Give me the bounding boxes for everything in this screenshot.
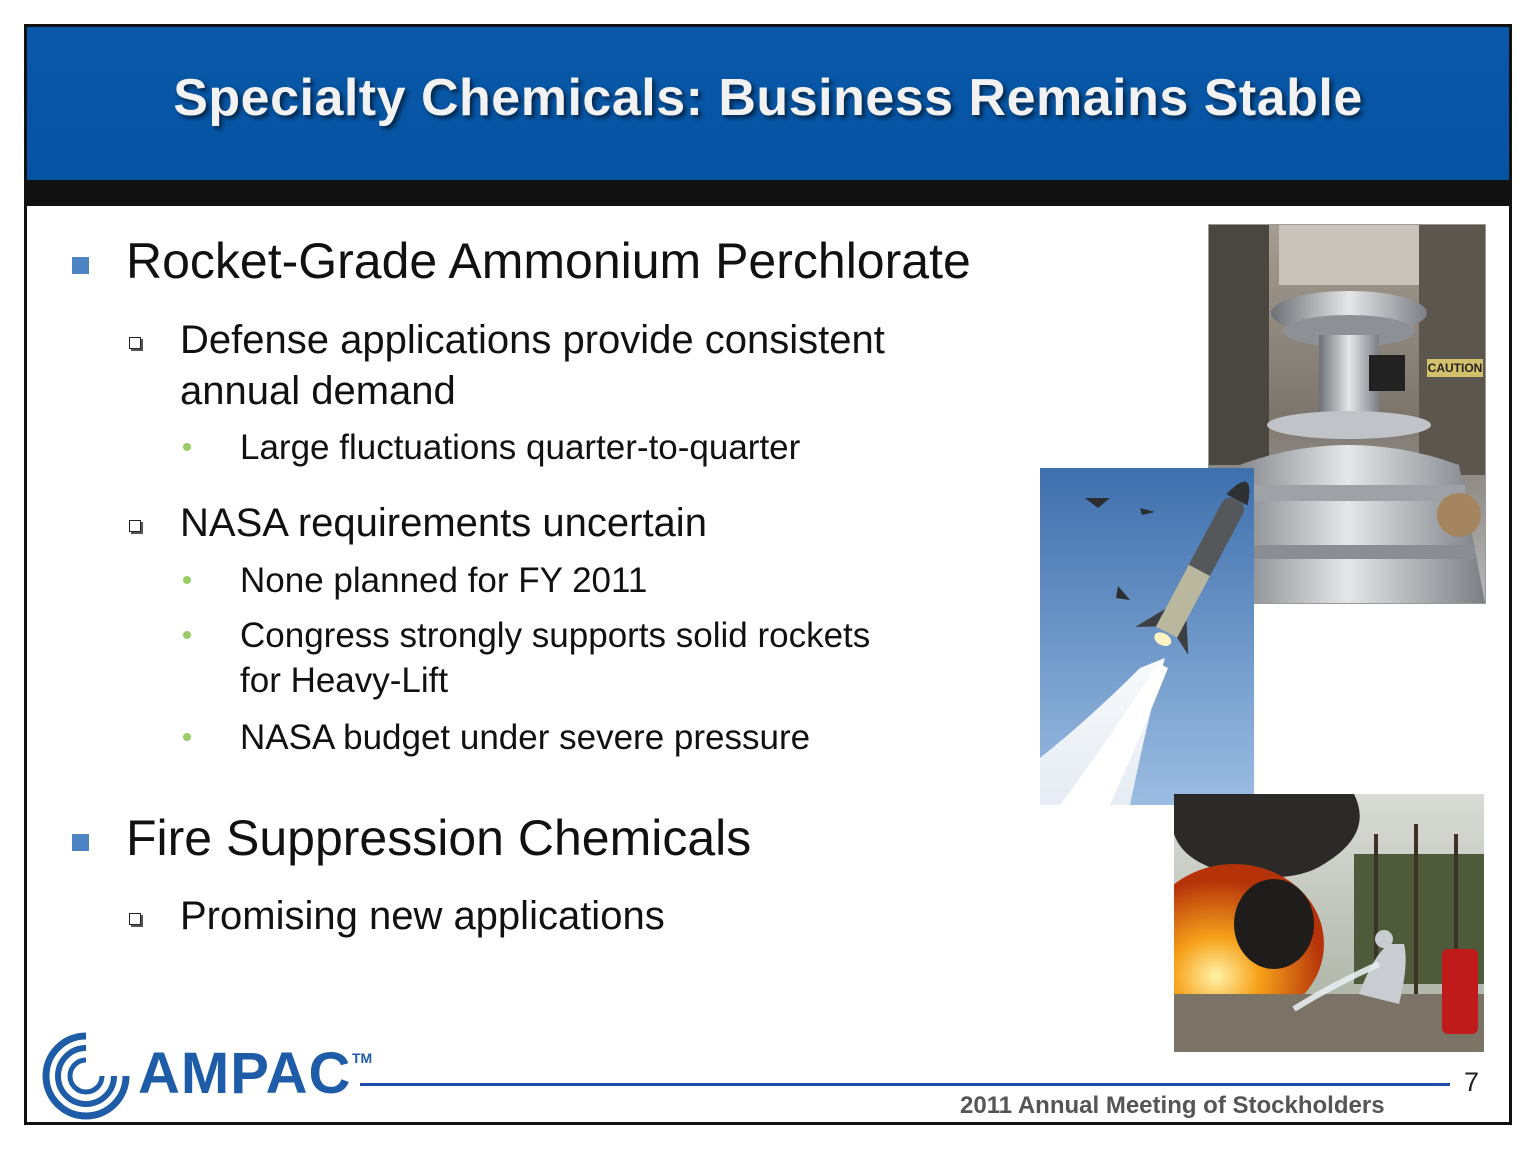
bullet-heading: Fire Suppression Chemicals [126,810,752,866]
sub-sub-bullet-text: None planned for FY 2011 [240,561,648,600]
bullet-heading: Rocket-Grade Ammonium Perchlorate [126,233,971,289]
bullet-square-icon [72,257,89,274]
bullet-dot-icon [183,631,191,639]
slide-title: Specialty Chemicals: Business Remains Stable [173,69,1363,127]
caution-sign-label: CAUTION [1427,361,1483,375]
bullet-square-icon [72,834,89,851]
page-number: 7 [1464,1067,1480,1097]
sub-sub-bullet-text: Large fluctuations quarter-to-quarter [240,428,801,467]
bullet-hollow-square-icon [129,337,141,349]
bullet-hollow-square-icon [129,520,141,532]
bullet-dot-icon [183,733,191,741]
sub-sub-bullet-text-continued: for Heavy-Lift [240,661,449,700]
ampac-logo-wordmark: AMPAC [138,1041,352,1106]
ampac-logo-icon [38,1030,134,1120]
footer-text: 2011 Annual Meeting of Stockholders [960,1092,1385,1119]
bullet-dot-icon [183,443,191,451]
bullet-hollow-square-icon [129,913,141,925]
footer-rule [360,1083,1450,1086]
sub-sub-bullet-text: Congress strongly supports solid rockets [240,616,871,655]
rocket-launch-photo [1040,468,1254,805]
sub-bullet-text-continued: annual demand [180,369,456,413]
sub-bullet-text: Defense applications provide consistent [180,318,885,362]
fire-suppression-photo [1174,794,1484,1052]
sub-bullet-text: Promising new applications [180,894,665,938]
title-banner-underbar [27,180,1509,206]
trademark-symbol: TM [352,1050,373,1066]
sub-bullet-text: NASA requirements uncertain [180,501,707,545]
sub-sub-bullet-text: NASA budget under severe pressure [240,718,811,757]
bullet-dot-icon [183,576,191,584]
